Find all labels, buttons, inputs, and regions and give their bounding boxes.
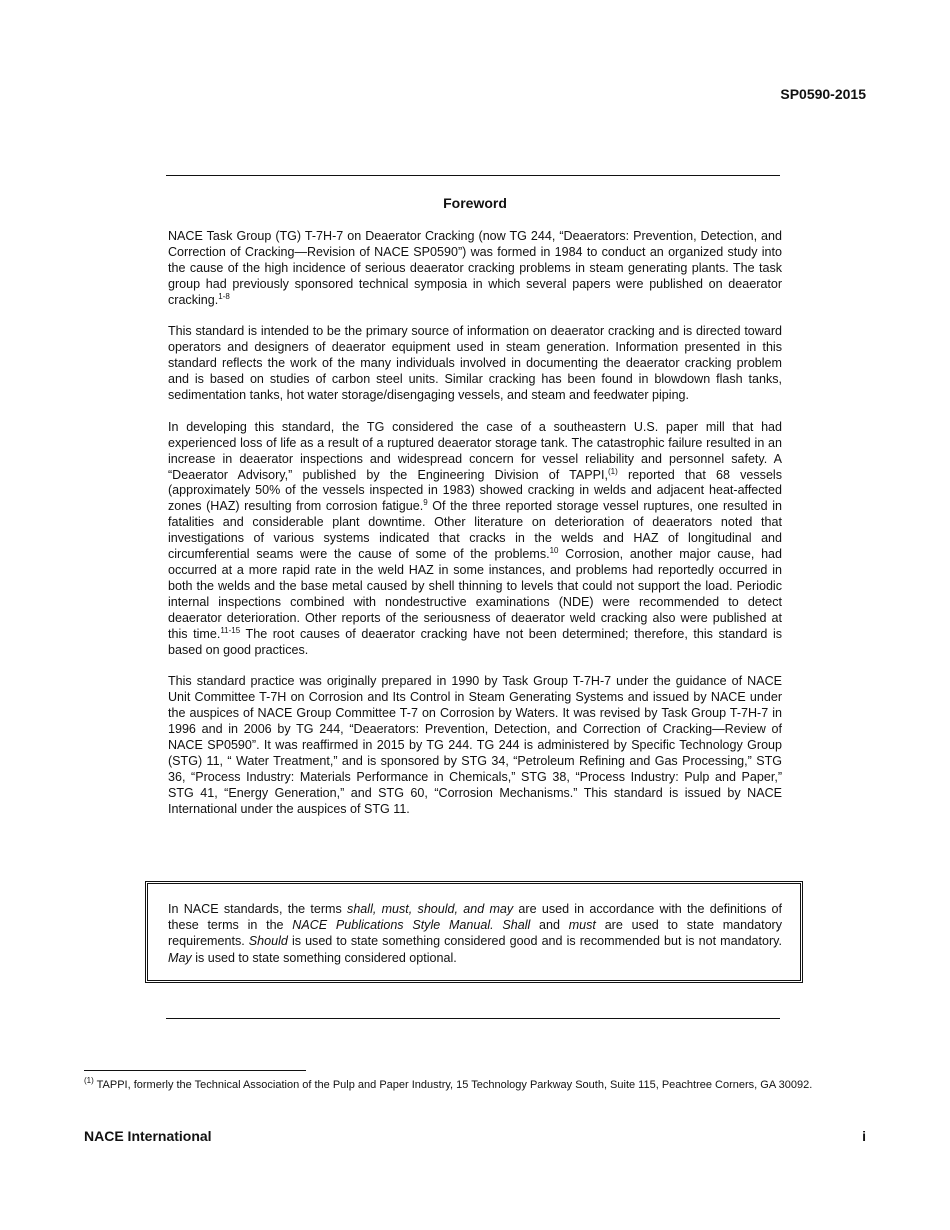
reference-superscript: 1-8 <box>218 291 230 301</box>
footnote <box>84 1078 866 1093</box>
note-text: are used in accordance with the definitions of these terms in the <box>168 902 782 933</box>
note-text: In NACE standards, the terms <box>168 902 348 916</box>
paragraph-1 <box>168 229 782 309</box>
note-text: and <box>530 918 569 933</box>
footer-organization: NACE International <box>84 1128 212 1144</box>
paragraph-2: This standard is intended to be the primary source of information on deaerator cracking and is directed toward operators and designers of deaerator equipment used in steam generation. Information presented in this standard reflects the work of the many individuals involved in documenting the deaerator cracking problem and is based on studies of carbon steel units. Similar cracking has been found in blowdown flash tanks, sedimentation tanks, hot water storage/disengaging vessels, and steam and feedwater piping. <box>168 324 782 403</box>
reference-superscript: 11-15 <box>220 625 241 635</box>
note-text: are used to state mandatory requirements. <box>168 918 782 949</box>
paragraph-3-part-4: Corrosion, another major cause, had occurred at a more rapid rate in the weld HAZ in some instances, and problems had reportedly occurred in both the welds and the base metal caused by shell thinning to levels that could not support the load. Periodic internal inspections combined with nondestructive examinations (NDE) were recommended to detect deaerator deterioration. Other reports of the seriousness of deaerator weld cracking also were published at this time. <box>168 547 783 641</box>
note-term-must: must <box>568 918 596 933</box>
reference-superscript: 9 <box>423 498 428 508</box>
paragraph-1-text: NACE Task Group (TG) T-7H-7 on Deaerator Cracking (now TG 244, “Deaerators: Prevention, Detection, and Correction of Cracking—Revision of NACE SP0590”) was formed in 1984 to conduct an organized study into the cause of the high incidence of serious deaerator cracking problems in steam generating plants. The task group had previously sponsored technical symposia in which several papers were published on deaerator cracking. <box>168 229 782 307</box>
note-term-may: May <box>168 950 192 965</box>
note-term-shall: Shall <box>502 918 531 933</box>
paragraph-3-part-2: reported that 68 vessels (approximately 50% of the vessels inspected in 1983) showed cracking in welds and adjacent heat-affected zones (HAZ) resulting from corrosion fatigue. <box>168 467 782 514</box>
note-term-should: Should <box>248 934 288 949</box>
footnote-text: TAPPI, formerly the Technical Association of the Pulp and Paper Industry, 15 Technology Parkway South, Suite 115, Peachtree Corners, GA 30092. <box>93 1079 813 1091</box>
footnote-separator <box>84 1070 306 1071</box>
paragraph-3 <box>168 420 782 659</box>
paragraph-3-part-5: The root causes of deaerator cracking have not been determined; therefore, this standard is based on good practices. <box>168 626 783 657</box>
reference-superscript: 10 <box>549 546 559 556</box>
document-code: SP0590-2015 <box>780 86 866 102</box>
note-manual-title: NACE Publications Style Manual. <box>292 918 494 933</box>
paragraph-3-part-3: Of the three reported storage vessel ruptures, one resulted in fatalities and considerable plant downtime. Other literature on deterioration of deaerators noted that investigations of various systems indicated that cracks in the welds and HAZ of longitudinal and circumferential seams were the cause of some of the problems. <box>168 499 783 562</box>
page-number: i <box>862 1128 866 1144</box>
note-terms: shall, must, should, and may <box>347 902 514 916</box>
top-divider <box>166 175 780 176</box>
paragraph-4: This standard practice was originally prepared in 1990 by Task Group T-7H-7 under the guidance of NACE Unit Committee T-7H on Corrosion and Its Control in Steam Generating Systems and issued by NACE under the auspices of NACE Group Committee T-7 on Corrosion by Waters. It was revised by Task Group T-7H-7 in 1996 and in 2006 by TG 244, “Deaerators: Prevention, Detection, and Correction of Cracking—Review of NACE SP0590”. It was reaffirmed in 2015 by TG 244. TG 244 is administered by Specific Technology Group (STG) 11, “ Water Treatment,” and is sponsored by STG 34, “Petroleum Refining and Gas Processing,” STG 36, “Process Industry: Materials Performance in Chemicals,” STG 38, “Process Industry: Pulp and Paper,” STG 41, “Energy Generation,” and STG 60, “Corrosion Mechanisms.” This standard is issued by NACE International under the auspices of STG 11. <box>168 674 782 816</box>
terminology-note <box>168 901 782 966</box>
footnote-superscript: (1) <box>608 466 618 476</box>
foreword-body <box>168 229 782 833</box>
footnote-marker: (1) <box>84 1076 94 1085</box>
bottom-divider <box>166 1018 780 1019</box>
section-title: Foreword <box>443 195 507 211</box>
paragraph-3-part-1: In developing this standard, the TG considered the case of a southeastern U.S. paper mill that had experienced loss of life as a result of a ruptured deaerator storage tank. The catastrophic failure resulted in an increase in deaerator inspections and widespread concern for vessel reliability and personnel safety. A “Deaerator Advisory,” published by the Engineering Division of TAPPI, <box>168 419 782 482</box>
note-text: is used to state something considered optional. <box>191 950 457 965</box>
note-text: is used to state something considered good and is recommended but is not mandatory. <box>287 934 782 949</box>
